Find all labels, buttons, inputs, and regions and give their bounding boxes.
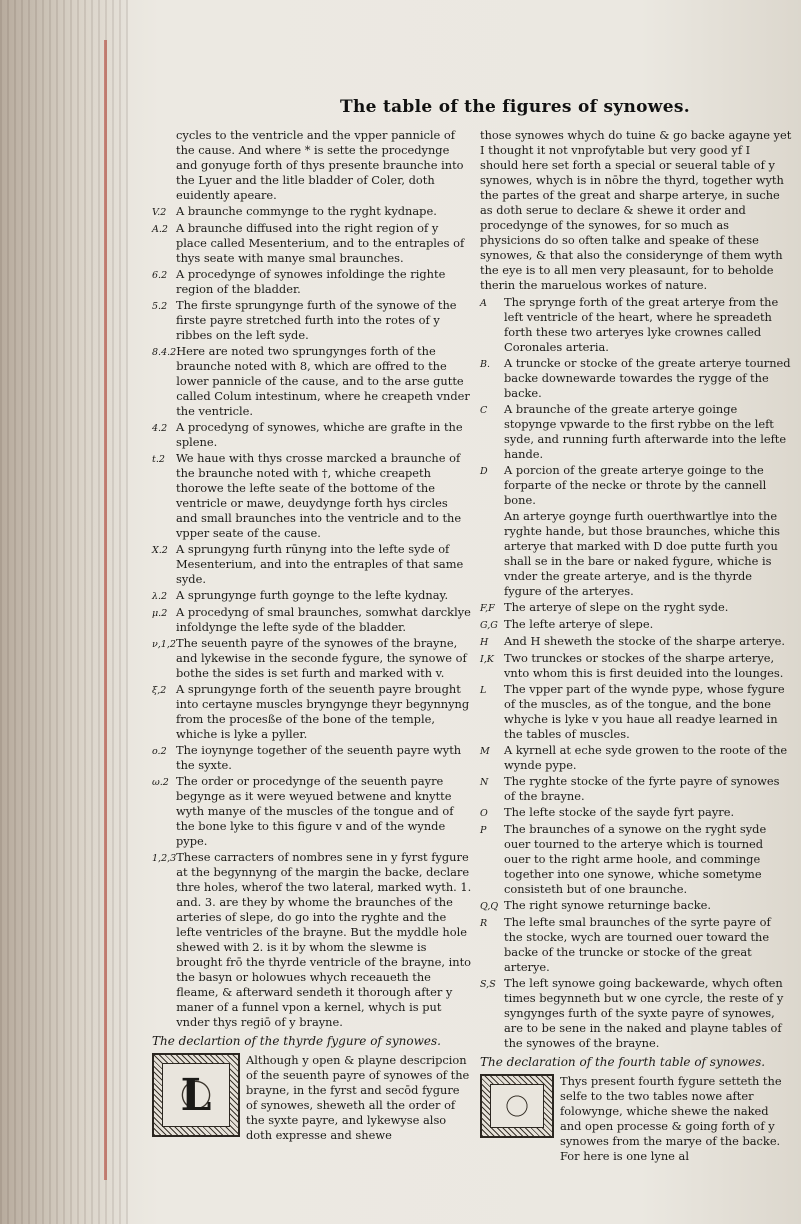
entry-mark: λ.2 [152, 591, 168, 602]
legend-entry [152, 636, 472, 681]
entry-text: Here are noted two sprungynges forth of the braunche noted with 8, which are offred to the lower pannicle of the cause, and to the arse gutte called Colum intestinum, where he creapeth vnder the ventricle. [176, 344, 470, 418]
woodcut-initial [480, 1074, 554, 1138]
legend-entry [480, 976, 792, 1051]
entry-text: A procedyng of smal braunches, somwhat darcklye infoldynge the lefte syde of the bladder. [176, 605, 471, 634]
legend-entry [152, 743, 472, 773]
entry-text: A braunche diffused into the right region of y place called Mesenterium, and to the entraples of thys seate with manye smal braunches. [176, 221, 465, 265]
entry-text: A sprungynge furth goynge to the lefte kydnay. [176, 588, 449, 602]
legend-entry [480, 463, 792, 508]
dropcap-paragraph [480, 1074, 792, 1164]
woodcut-initial [152, 1053, 240, 1137]
legend-entry [480, 915, 792, 975]
running-head: The table of the figures of synowes. [340, 97, 690, 117]
entry-mark: ν,1,2 [152, 639, 176, 650]
entry-text: A procedyng of synowes, whiche are grafte in the splene. [176, 420, 463, 449]
intro-paragraph: those synowes whych do tuine & go backe agayne yet I thought it not vnprofytable but very good yf I should here set forth a special or seueral table of y synowes, whych is in nōbre the thyrd, together wyth the partes of the great and sharpe arterye, in suche as doth serue to declare & shewe it order and procedynge of the synowes, for so much as physicions do so often talke and speake of these synowes, & that also the considerynge of them wyth the eye is to all men very pleasaunt, for to beholde therin the maruelous workes of nature. [480, 128, 792, 292]
paragraph-text: Thys present fourth fygure setteth the selfe to the two tables nowe after folowynge, whiche shewe the naked and open processe & going forth of y synowes from the marye of the backe. For here is one lyne al [560, 1074, 782, 1163]
entry-mark: 6.2 [152, 270, 168, 281]
legend-entry [480, 898, 792, 914]
binding-edge [104, 40, 107, 1180]
legend-entry [152, 588, 472, 604]
entry-mark: P [480, 825, 487, 836]
dropcap-paragraph [152, 1053, 472, 1143]
entry-mark: R [480, 918, 488, 929]
entry-text: Two trunckes or stockes of the sharpe arterye, vnto whom this is first deuided into the lounges. [504, 651, 784, 680]
entry-mark: F,F [480, 603, 495, 614]
legend-entry [152, 850, 472, 1030]
entry-text: The ryghte stocke of the fyrte payre of synowes of the brayne. [504, 774, 780, 803]
entry-mark: D [480, 466, 488, 477]
entry-mark: 5.2 [152, 301, 168, 312]
left-column [152, 128, 472, 1143]
entry-mark: G,G [480, 620, 498, 631]
entry-text: A braunche of the greate arterye goinge stopynge vpwarde to the first rybbe on the left syde, and running furth afterwarde into the lefte hande. [504, 402, 787, 461]
entry-text: A sprungyng furth rūnyng into the lefte syde of Mesenterium, and into the entraples of that same syde. [176, 542, 464, 586]
entry-mark: ω.2 [152, 777, 169, 788]
entry-text: The ioynynge together of the seuenth payre wyth the syxte. [176, 743, 462, 772]
legend-entry [152, 298, 472, 343]
legend-entry [480, 295, 792, 355]
legend-entry [480, 805, 792, 821]
legend-entry [480, 600, 792, 616]
entry-mark: 1,2,3 [152, 853, 177, 864]
legend-entry [480, 634, 792, 650]
right-column [480, 128, 792, 1164]
entry-text: A truncke or stocke of the greate arterye tourned backe downewarde towardes the rygge of the backe. [504, 356, 791, 400]
legend-entry [152, 542, 472, 587]
paragraph-text: Although y open & playne descripcion of the seuenth payre of synowes of the brayne, in the fyrst and secōd fygure of synowes, sheweth all the order of the syxte payre, and lykewyse also doth expresse and shewe [246, 1053, 470, 1142]
entry-mark [480, 509, 504, 599]
entry-mark: t.2 [152, 454, 165, 465]
entry-text: The lefte smal braunches of the syrte payre of the stocke, wych are tourned ouer toward the backe of the truncke or stocke of the great arterye. [504, 915, 771, 974]
legend-entry [480, 356, 792, 401]
legend-entry [152, 221, 472, 266]
entry-mark: 8.4.2 [152, 347, 177, 358]
entry-text: And H sheweth the stocke of the sharpe arterye. [504, 634, 786, 648]
entry-mark: V.2 [152, 207, 167, 218]
entry-mark: H [480, 637, 489, 648]
entry-text: The braunches of a synowe on the ryght syde ouer tourned to the arterye which is tourned ouer to the right arme hoole, and comminge together into one synowe, whiche sometyme consisteth but of one braunche. [504, 822, 767, 896]
section-title: The declartion of the thyrde fygure of synowes. [152, 1034, 441, 1048]
entry-text: An arterye goynge furth ouerthwartlye into the ryghte hande, but those braunches, whiche this arterye that marked with D doe putte furth you shall se in the bare or naked fygure, whiche is vnder the greate arterye, and is the thyrde fygure of the arteryes. [504, 509, 780, 598]
legend-entry [152, 605, 472, 635]
section-title: The declaration of the fourth table of synowes. [480, 1055, 766, 1069]
legend-entry [480, 774, 792, 804]
legend-entry [480, 509, 792, 599]
entry-text: The left synowe going backewarde, whych often times begynneth but w one cyrcle, the reste of y syngynges furth of the syxte payre of synowes, are to be sene in the naked and playne tables of the synowes of the brayne. [504, 976, 784, 1050]
entry-text: A porcion of the greate arterye goinge to the forparte of the necke or throte by the cannell bone. [504, 463, 767, 507]
legend-entry [480, 617, 792, 633]
entry-text: The sprynge forth of the great arterye from the left ventricle of the heart, where he spreadeth forth these two arteryes lyke crownes called Coronales arteria. [504, 295, 779, 354]
legend-entry [152, 128, 472, 203]
entry-text: The arterye of slepe on the ryght syde. [504, 600, 729, 614]
entry-text: The right synowe returninge backe. [504, 898, 712, 912]
entry-mark: A [480, 298, 487, 309]
woodcut-ornament [490, 1084, 544, 1128]
legend-entry [152, 451, 472, 541]
entry-mark: 4.2 [152, 423, 168, 434]
dropcap-letter: L [180, 1070, 212, 1121]
entry-mark: I,K [480, 654, 494, 665]
entry-mark: L [480, 685, 487, 696]
legend-entry [480, 743, 792, 773]
legend-entry [480, 651, 792, 681]
entry-text: The firste sprungynge furth of the synowe of the firste payre stretched furth into the rotes of y ribbes on the left syde. [176, 298, 457, 342]
legend-entry [480, 402, 792, 462]
legend-entry [480, 682, 792, 742]
entry-mark: ξ,2 [152, 685, 167, 696]
book-gutter [0, 0, 128, 1224]
entry-text: The seuenth payre of the synowes of the brayne, and lykewise in the seconde fygure, the synowe of bothe the sides is set furth and marked with v. [176, 636, 467, 680]
entry-text: A braunche commynge to the ryght kydnape. [176, 204, 437, 218]
entry-text: A kyrnell at eche syde growen to the roote of the wynde pype. [504, 743, 788, 772]
entry-text: The vpper part of the wynde pype, whose fygure of the muscles, as of the tongue, and the bone whyche is lyke v you haue all readye learned in the tables of muscles. [504, 682, 785, 741]
entry-mark: N [480, 777, 489, 788]
entry-mark: μ.2 [152, 608, 168, 619]
legend-entry [152, 344, 472, 419]
legend-entry [480, 822, 792, 897]
legend-entry [152, 267, 472, 297]
entry-text: These carracters of nombres sene in y fyrst fygure at the begynnyng of the margin the backe, declare thre holes, wherof the two lateral, marked wyth. 1. and. 3. are they by whome the braunches of the arteries of slepe, do go into the ryghte and the lefte ventricles of the brayne. But the myddle hole shewed with 2. is it by whom the slewme is brought frō the thyrde ventricle of the brayne, into the basyn or holowues whych receaueth the fleame, & afterward sendeth it thorough after y maner of a funnel vpon a kernel, whych is put vnder thys regiō of y brayne. [176, 850, 472, 1029]
entry-mark [152, 128, 176, 203]
entry-text: A sprungynge forth of the seuenth payre brought into certayne muscles bryngynge theyr begynnyng from the procesße of the bone of the temple, whiche is lyke a pyller. [176, 682, 470, 741]
entry-text: A procedynge of synowes infoldinge the righte region of the bladder. [176, 267, 446, 296]
legend-entry [152, 774, 472, 849]
entry-mark: X.2 [152, 545, 168, 556]
entry-mark: B. [480, 359, 491, 370]
entry-mark: A.2 [152, 224, 168, 235]
entry-text: cycles to the ventricle and the vpper pannicle of the cause. And where * is sette the procedynge and gonyuge forth of thys presente braunche into the Lyuer and the litle bladder of Coler, doth euidently apeare. [176, 128, 464, 202]
entry-mark: O [480, 808, 488, 819]
legend-entry [152, 420, 472, 450]
entry-mark: o.2 [152, 746, 167, 757]
legend-entry [152, 204, 472, 220]
entry-mark: C [480, 405, 488, 416]
entry-mark: M [480, 746, 490, 757]
woodcut-ornament [162, 1063, 230, 1127]
entry-mark: S,S [480, 979, 496, 990]
entry-text: The order or procedynge of the seuenth payre begynge as it were weyued betwene and knytte wyth manye of the muscles of the tongue and of the bone lyke to this figure v and of the wynde pype. [176, 774, 454, 848]
entry-text: The lefte stocke of the sayde fyrt payre. [504, 805, 735, 819]
entry-mark: Q,Q [480, 901, 499, 912]
entry-text: We haue with thys crosse marcked a braunche of the braunche noted with †, whiche creapeth thorowe the lefte seate of the bottome of the ventricle or mawe, deuydynge forth hys circles and small braunches into the ventricle and to the vpper seate of the cause. [176, 451, 462, 540]
entry-text: The lefte arterye of slepe. [504, 617, 654, 631]
legend-entry [152, 682, 472, 742]
